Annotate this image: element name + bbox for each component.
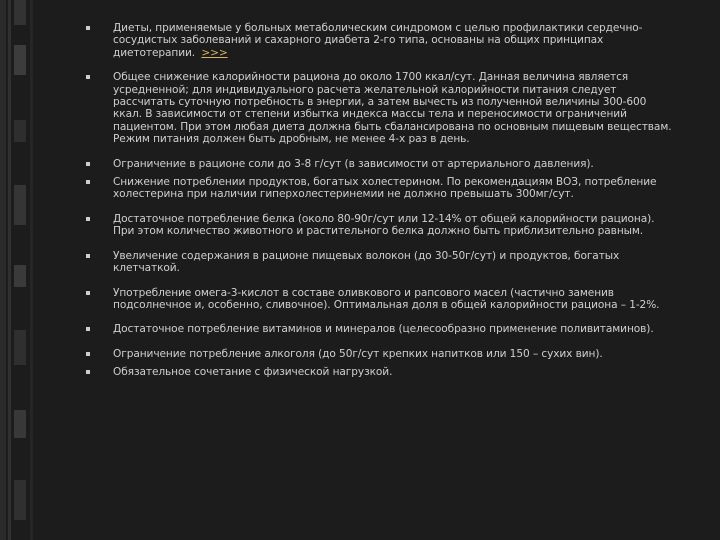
list-item	[80, 366, 672, 378]
bullet-icon	[86, 217, 90, 221]
item-text: Обязательное сочетание с физической нагрузкой.	[113, 366, 393, 379]
bullet-icon	[86, 291, 90, 295]
deco-bar	[0, 0, 6, 540]
deco-bar	[14, 410, 26, 438]
deco-bar	[14, 265, 26, 287]
list-item	[80, 176, 672, 201]
deco-bar	[14, 0, 26, 25]
more-link[interactable]: >>>	[201, 46, 228, 59]
list-item	[80, 22, 672, 59]
item-text: Достаточное потребление витаминов и минералов (целесообразно применение поливитаминов).	[113, 323, 654, 336]
deco-bar	[14, 185, 26, 225]
bullet-icon	[86, 327, 90, 331]
deco-bar	[14, 120, 26, 142]
bullet-icon	[86, 254, 90, 258]
deco-bar	[8, 0, 11, 540]
bullet-icon	[86, 180, 90, 184]
bullet-icon	[86, 370, 90, 374]
list-item	[80, 250, 672, 275]
bullet-list	[80, 22, 672, 391]
item-text: Общее снижение калорийности рациона до около 1700 ккал/сут. Данная величина является усредненной; для индивидуального расчета желательной калорийности питания следует рассчитать суточную потребность в энергии, а затем вычесть из полученной величины 300-600 ккал. В зависимости от степени избытка индекса массы тела и переносимости ограничений пациентом. При этом любая диета должна быть сбалансирована по основным пищевым веществам. Режим питания должен быть дробным, не менее 4-х раз в день.	[113, 71, 672, 146]
decorative-side-bars	[0, 0, 40, 540]
deco-bar	[14, 330, 26, 365]
item-text: Достаточное потребление белка (около 80-90г/сут или 12-14% от общей калорийности рациона). При этом количество животного и растительного белка должно быть приблизительно равным.	[113, 212, 655, 238]
list-item	[80, 213, 672, 238]
bullet-icon	[86, 75, 90, 79]
bullet-icon	[86, 26, 90, 30]
item-text: Употребление омега-3-кислот в составе оливкового и рапсового масел (частично заменив подсолнечное и, особенно, сливочное). Оптимальная доля в общей калорийности рациона – 1-2%.	[113, 286, 660, 311]
deco-bar	[14, 480, 26, 520]
item-text: Ограничение в рационе соли до 3-8 г/сут (в зависимости от артериального давления).	[113, 157, 594, 170]
list-item	[80, 71, 672, 145]
item-text: Диеты, применяемые у больных метаболическим синдромом с целью профилактики сердечно-сосудистых заболеваний и сахарного диабета 2-го типа, основаны на общих принципах диетотерапии.	[113, 22, 643, 59]
bullet-icon	[86, 162, 90, 166]
list-item	[80, 287, 672, 312]
deco-bar	[14, 45, 26, 75]
list-item	[80, 348, 672, 360]
item-text: Ограничение потребление алкоголя (до 50г/сут крепких напитков или 150 – сухих вин).	[113, 347, 603, 360]
list-item	[80, 158, 672, 170]
item-text: Снижение потреблении продуктов, богатых холестерином. По рекомендациям ВОЗ, потребление холестерина при наличии гиперхолестеринемии не должно превышать 300мг/сут.	[113, 176, 657, 201]
deco-bar	[30, 0, 33, 540]
list-item	[80, 323, 672, 335]
bullet-icon	[86, 352, 90, 356]
item-text: Увеличение содержания в рационе пищевых волокон (до 30-50г/сут) и продуктов, богатых клетчаткой.	[113, 249, 620, 275]
